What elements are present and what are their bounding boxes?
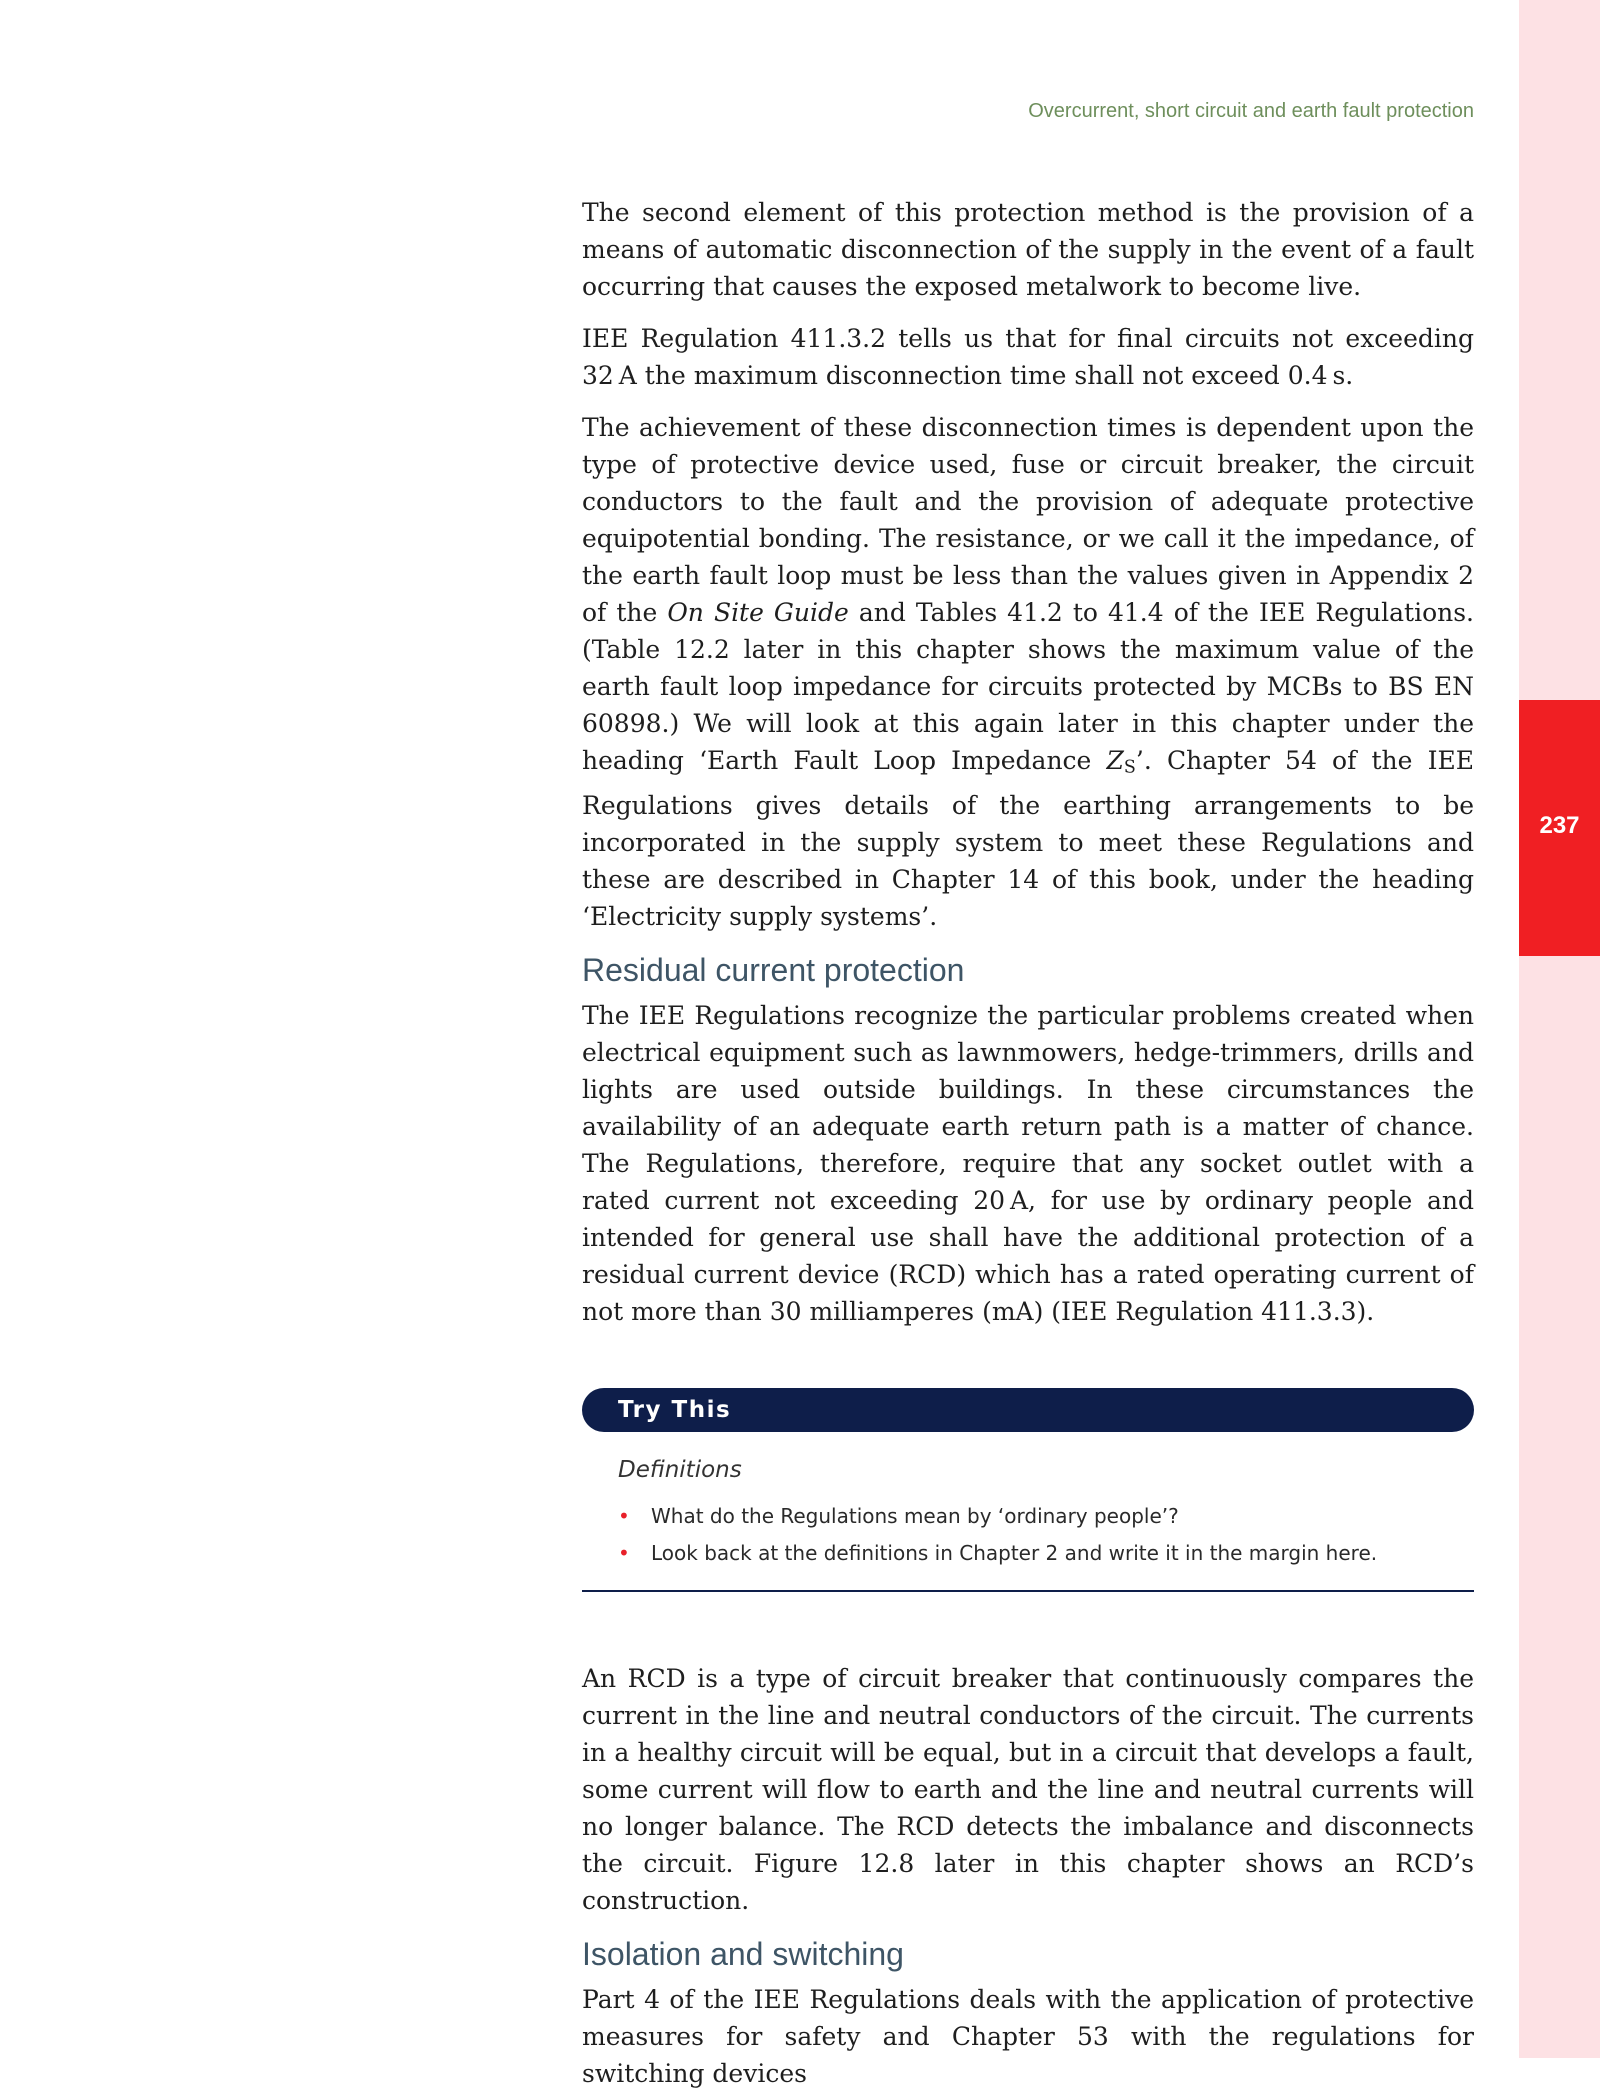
try-this-body: [582, 1432, 1474, 1592]
paragraph-rcd-description: An RCD is a type of circuit breaker that continuously compares the current in the line and neutral conductors of the circuit. The currents in a healthy circuit will be equal, but in a circuit that develops a fault, some current will flow to earth and the line and neutral currents will no longer balance. The RCD detects the imbalance and disconnects the circuit. Figure 12.8 later in this chapter shows an RCD’s construction.: [582, 1663, 1474, 1915]
list-item-text: What do the Regulations mean by ‘ordinary people’?: [651, 1503, 1179, 1528]
paragraph-disconnection-means: The second element of this protection method is the provision of a means of automatic disconnection of the supply in the event of a fault occurring that causes the exposed metalwork to become live.: [582, 198, 1474, 301]
list-item-text: Look back at the definitions in Chapter 2 and write it in the margin here.: [651, 1540, 1378, 1565]
text-segment: ’. Chapter 54 of the IEE Regulations gives details of the earthing arrangements to be incorporated in the supply system to meet these Regulations and these are described in Chapter 14 of this book, under the heading ‘Electricity supply systems’.: [582, 746, 1474, 931]
try-this-heading: Definitions: [618, 1456, 742, 1483]
heading-residual-current: Residual current protection: [582, 951, 965, 988]
page-number: 237: [1539, 812, 1580, 839]
impedance-subscript: S: [1123, 757, 1136, 778]
try-this-list: [618, 1498, 1474, 1572]
running-head: Overcurrent, short circuit and earth fault protection: [1028, 100, 1474, 122]
list-item: [618, 1498, 1474, 1535]
bullet-icon: •: [618, 1540, 630, 1565]
book-title: On Site Guide: [667, 598, 849, 627]
impedance-symbol: Z: [1106, 746, 1124, 775]
text-segment: The achievement of these disconnection times is dependent upon the type of protective device used, fuse or circuit breaker, the circuit conductors to the fault and the provision of adequate protective equipotential bonding. The resistance, or we call it the impedance, of the earth fault loop must be less than the values given in Appendix 2 of the: [582, 413, 1474, 627]
paragraph-disconnection-times: [582, 409, 1474, 935]
try-this-title: Try This: [582, 1388, 1474, 1432]
try-this-box: [582, 1388, 1474, 1592]
paragraph-residual-current: The IEE Regulations recognize the particular problems created when electrical equipment such as lawnmowers, hedge-trimmers, drills and lights are used outside buildings. In these circumstances the availability of an adequate earth return path is a matter of chance. The Regulations, therefore, require that any socket outlet with a rated current not exceeding 20 A, for use by ordinary people and intended for general use shall have the additional protection of a residual current device (RCD) which has a rated operating current of not more than 30 milliamperes (mA) (IEE Regulation 411.3.3).: [582, 1000, 1474, 1326]
text-segment: and Tables 41.2 to 41.4 of the IEE Regulations. (Table 12.2 later in this chapter shows the maximum value of the earth fault loop impedance for circuits protected by MCBs to BS EN 60898.) We will look at this again later in this chapter under the heading ‘Earth Fault Loop Impedance: [582, 598, 1475, 775]
page-content: [582, 194, 1474, 2092]
list-item: [618, 1535, 1474, 1572]
bullet-icon: •: [618, 1503, 630, 1528]
paragraph-regulation-411: IEE Regulation 411.3.2 tells us that for final circuits not exceeding 32 A the maximum disconnection time shall not exceed 0.4 s.: [582, 324, 1474, 390]
heading-isolation-switching: Isolation and switching: [582, 1935, 904, 1972]
paragraph-isolation: Part 4 of the IEE Regulations deals with the application of protective measures for safety and Chapter 53 with the regulations for switching devices: [582, 1984, 1474, 2088]
margin-strip: [1519, 0, 1600, 2058]
